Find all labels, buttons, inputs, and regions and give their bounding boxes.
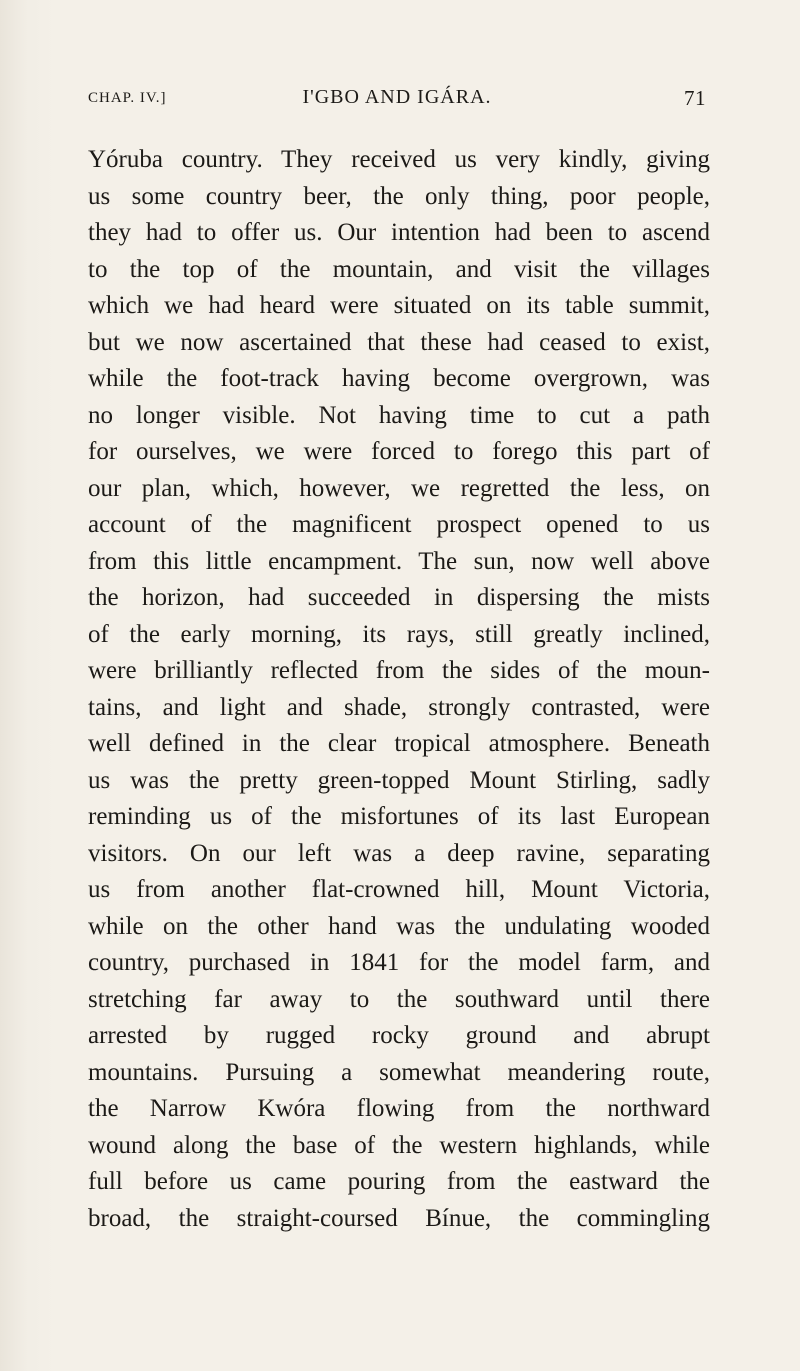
running-head [88,86,706,114]
text-line: mountains. Pursuing a somewhat meandering route, [88,1058,710,1086]
text-line: which we had heard were situated on its table summit, [88,292,710,319]
text-line: for ourselves, we were forced to forego this part of [88,438,710,465]
text-line: well defined in the clear tropical atmosphere. Beneath [88,730,710,757]
text-line: arrested by rugged rocky ground and abrupt [88,1022,710,1049]
text-line: were brilliantly reflected from the sides of the moun- [88,657,710,684]
text-line: tains, and light and shade, strongly contrasted, were [88,693,710,721]
text-line: our plan, which, however, we regretted the less, on [88,474,710,502]
text-line: while the foot-track having become overgrown, was [88,365,710,392]
text-line: to the top of the mountain, and visit the villages [88,255,710,283]
text-line: but we now ascertained that these had ceased to exist, [88,328,710,356]
text-line: reminding us of the misfortunes of its last European [88,803,710,830]
text-line: of the early morning, its rays, still greatly inclined, [88,620,710,648]
text-line: Yóruba country. They received us very kindly, giving [88,146,710,173]
page-number: 71 [684,86,706,110]
text-line: wound along the base of the western highlands, while [88,1131,710,1159]
text-line: country, purchased in 1841 for the model farm, and [88,949,710,976]
text-line: visitors. On our left was a deep ravine, separating [88,839,710,867]
text-line: from this little encampment. The sun, now well above [88,547,710,575]
text-line: while on the other hand was the undulating wooded [88,912,710,940]
text-line: account of the magnificent prospect opened to us [88,511,710,538]
chapter-title: I'GBO AND IGÁRA. [302,86,492,108]
text-line: no longer visible. Not having time to cut a path [88,401,710,429]
text-line: full before us came pouring from the eastward the [88,1168,710,1195]
text-line: they had to offer us. Our intention had been to ascend [88,219,710,246]
text-line: us from another flat-crowned hill, Mount Victoria, [88,876,710,903]
text-line: stretching far away to the southward until there [88,985,710,1013]
text-line: the Narrow Kwóra flowing from the northward [88,1095,710,1122]
text-line: the horizon, had succeeded in dispersing the mists [88,584,710,611]
text-line: us was the pretty green-topped Mount Stirling, sadly [88,766,710,794]
chapter-label: CHAP. IV.] [88,90,167,106]
text-line: us some country beer, the only thing, poor people, [88,182,710,210]
text-line: broad, the straight-coursed Bínue, the commingling [88,1204,710,1232]
body-text [88,142,710,1237]
